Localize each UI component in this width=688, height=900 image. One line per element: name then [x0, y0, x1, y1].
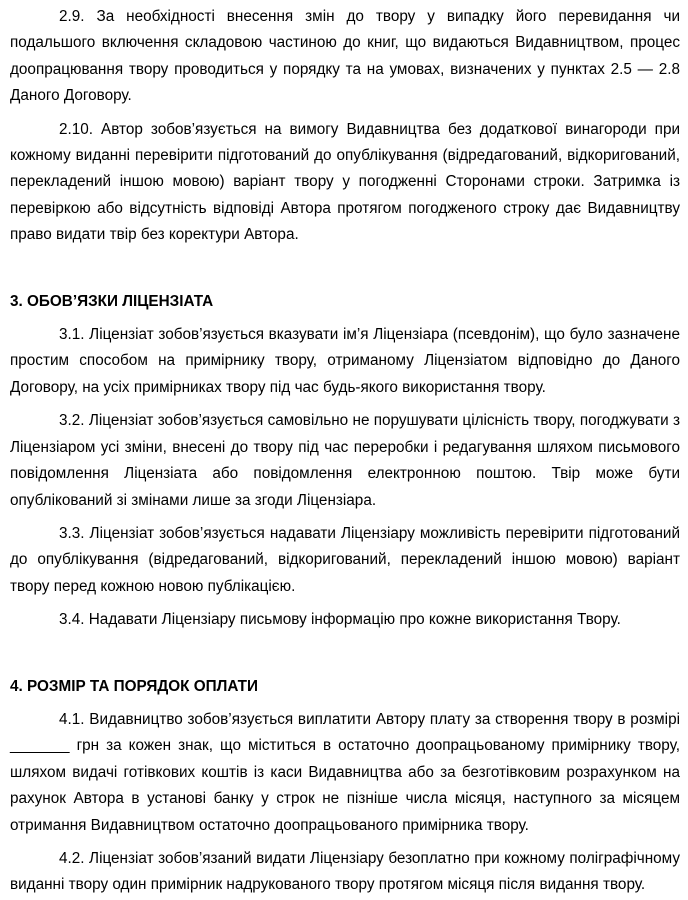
clause-2-10: 2.10. Автор зобов’язується на вимогу Видавництва без додаткової винагороди при кожному виданні перевірити підготований до опублікування (відредагований, відкоригований, перекладений іншою мовою) варіант твору у погодженні Сторонами строки. Затримка із перевіркою або відсутність відповіді Автора протягом погодженого строку дає Видавництву право видати твір без коректури Автора. [10, 120, 680, 244]
clause-3-2: 3.2. Ліцензіат зобов’язується самовільно не порушувати цілісність твору, погоджувати з Ліцензіаром усі зміни, внесені до твору під час переробки і редагування шляхом письмового повідомлення Ліцензіата або повідомлення електронною поштою. Твір може бути опублікований зі змінами лише за згоди Ліцензіара. [10, 412, 680, 509]
clause-4-2: 4.2. Ліцензіат зобов’язаний видати Ліцензіару безоплатно при кожному поліграфічному виданні твору один примірник надрукованого твору протягом місяця після видання твору. [10, 849, 680, 894]
section-3-heading: 3. ОБОВ’ЯЗКИ ЛІЦЕНЗІАТА [10, 292, 214, 310]
clause-3-4: 3.4. Надавати Ліцензіару письмову інформацію про кожне використання Твору. [59, 611, 621, 629]
paragraph-spacer [10, 839, 680, 846]
paragraph-spacer [10, 700, 680, 707]
paragraph-spacer [10, 110, 680, 117]
paragraph-spacer [10, 315, 680, 322]
clause-3-1: 3.1. Ліцензіат зобов’язується вказувати ім’я Ліцензіара (псевдонім), що було зазначене простим способом на примірнику твору, отриманому Ліцензіатом відповідно до Даного Договору, на усіх примірниках твору під час будь-якого використання твору. [10, 326, 680, 396]
section-4-heading: 4. РОЗМІР ТА ПОРЯДОК ОПЛАТИ [10, 677, 258, 695]
clause-2-9: 2.9. За необхідності внесення змін до твору у випадку його перевидання чи подальшого включення складовою частиною до книг, що видаються Видавництвом, процес доопрацювання твору проводиться у порядку та на умовах, визначених у пунктах 2.5 — 2.8 Даного Договору. [10, 8, 680, 105]
clause-3-3: 3.3. Ліцензіат зобов’язується надавати Ліцензіару можливість перевірити підготований до опублікування (відредагований, відкоригований, перекладений іншою мовою) варіант твору перед кожною новою публікацією. [10, 524, 680, 595]
clause-4-1: 4.1. Видавництво зобов’язується виплатити Автору плату за створення твору в розмірі _______ грн за кожен знак, що міститься в остаточно доопрацьованому примірнику твору, шляхом видачі готівкових коштів із каси Видавництва або за безготівковим розрахунком на рахунок Автора в установі банку у строк не пізніше числа місяця, наступного за місяцем отримання Видавництвом остаточно доопрацьованого примірника твору. [10, 710, 680, 834]
paragraph-spacer [10, 600, 680, 607]
section-spacer [10, 249, 680, 289]
paragraph-spacer [10, 401, 680, 408]
section-spacer [10, 634, 680, 674]
paragraph-spacer [10, 514, 680, 521]
